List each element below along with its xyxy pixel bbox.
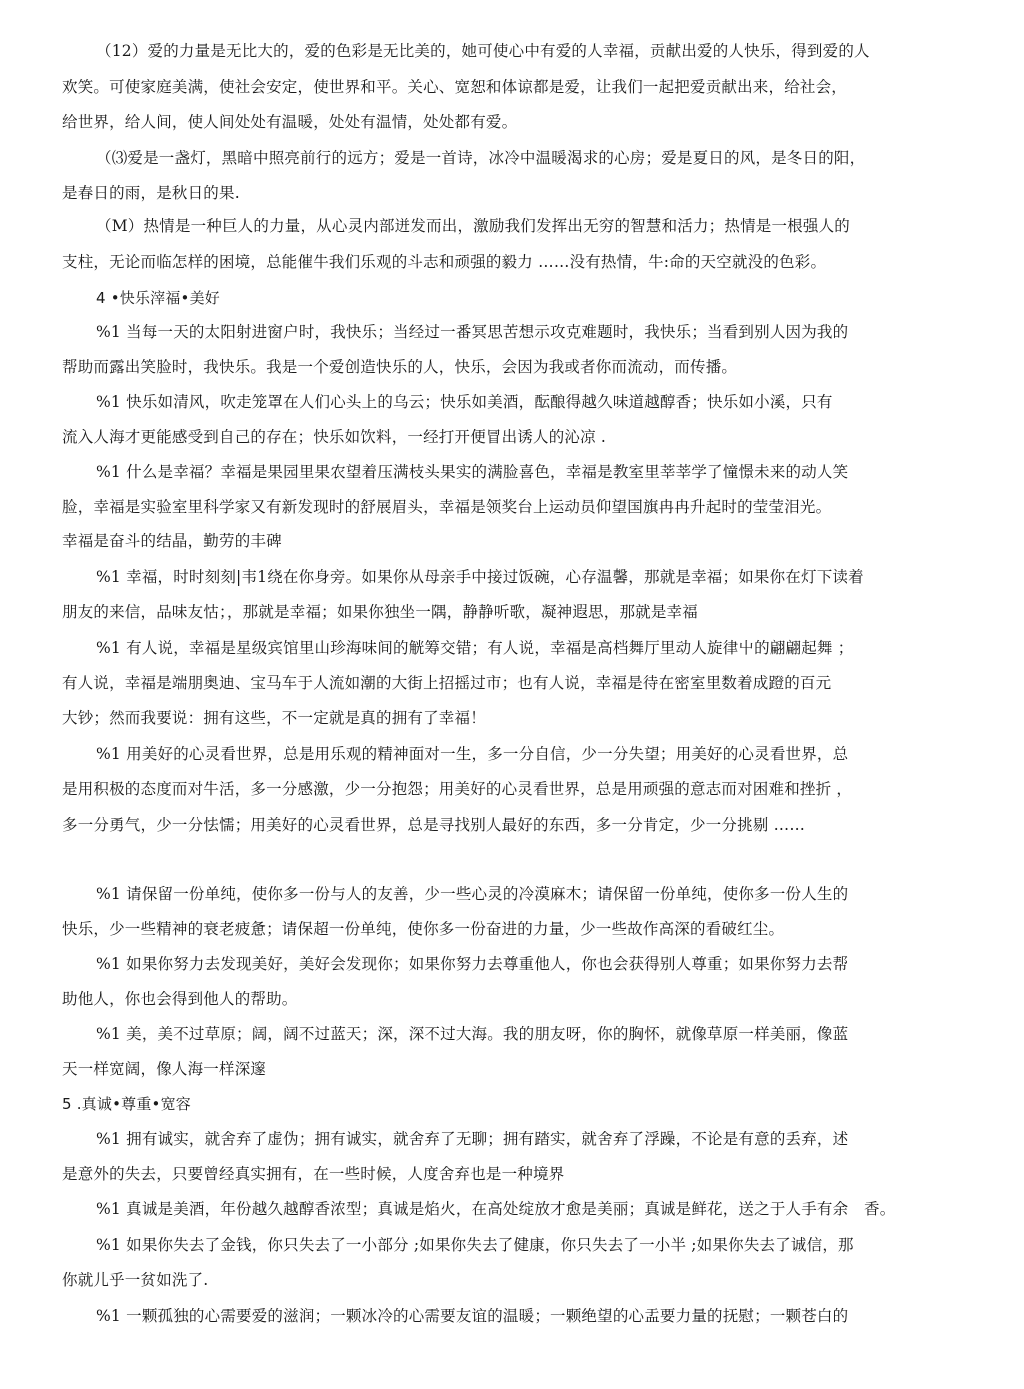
paragraph-13-line-1: （⑶爱是一盏灯，黑暗中照亮前行的远方；爱是一首诗，冰冷中温暖渴求的心房；爱是夏日的风，是冬日的阳， [96, 149, 866, 167]
paragraph-line: 是用积极的态度而对牛活，多一分感激，少一分抱怨；用美好的心灵看世界，总是用顽强的意志而对困难和挫折 ， [62, 780, 853, 798]
paragraph-line: 多一分勇气，少一分怯懦；用美好的心灵看世界，总是寻找别人最好的东西，多一分肯定，少一分挑剔 …… [62, 816, 806, 834]
paragraph-line: %1 一颗孤独的心需要爱的滋润；一颗冰冷的心需要友谊的温暖；一颗绝望的心盂要力量的抚慰；一颗苍白的 [96, 1307, 849, 1325]
paragraph-line: 有人说，幸福是端朋奥迪、宝马车于人流如潮的大街上招摇过市；也有人说，幸福是待在密室里数着成蹬的百元 [62, 674, 832, 692]
paragraph-line: 朋友的来信，品味友怙；，那就是幸福；如果你独坐一隅，静静听歌，凝神遐思，那就是幸福 [62, 603, 698, 621]
paragraph-line: 幸福是奋斗的结晶，勤劳的丰碑 [62, 532, 282, 550]
paragraph-12-line-2: 欢笑。可使家庭美满，使社会安定，使世界和平。关心、宽恕和体谅都是爱，让我们一起把爱贡献出来，给社会， [62, 78, 848, 96]
paragraph-line: 天一样宽阔，像人海一样深邃 [62, 1060, 267, 1078]
paragraph-line: %1 拥有诚实，就舍弃了虚伪；拥有诚实，就舍弃了无聊；拥有踏实，就舍弃了浮躁，不论是有意的丢弃，述 [96, 1130, 849, 1148]
paragraph-line: 帮助而露出笑脸时，我快乐。我是一个爱创造快乐的人，快乐，会因为我或者你而流动，而传播。 [62, 358, 738, 376]
paragraph-line: %1 用美好的心灵看世界，总是用乐观的精神面对一生，多一分自信，少一分失望；用美好的心灵看世界，总 [96, 745, 849, 763]
paragraph-line: %1 真诚是美酒，年份越久越醇香浓型；真诚是焰火，在高处绽放才愈是美丽；真诚是鲜花，送之于人手有余 香。 [96, 1200, 896, 1218]
paragraph-line: 是意外的失去，只要曾经真实拥有，在一些时候，人度舍弃也是一种境界 [62, 1165, 565, 1183]
paragraph-line: %1 请保留一份单纯，使你多一份与人的友善，少一些心灵的冷漠麻木；请保留一份单纯，使你多一份人生的 [96, 885, 849, 903]
paragraph-line: %1 什么是幸福？幸福是果园里果农望着压满枝头果实的满脸喜色，幸福是教室里莘莘学了憧憬未来的动人笑 [96, 463, 849, 481]
paragraph-line: %1 美，美不过草原；阔，阔不过蓝天；深，深不过大海。我的朋友呀，你的胸怀，就像草原一样美丽，像蓝 [96, 1025, 849, 1043]
paragraph-14-line-1: （M）热情是一种巨人的力量，从心灵内部迸发而出，激励我们发挥出无穷的智慧和活力；热情是一根强人的 [96, 217, 850, 235]
paragraph-line: 助他人，你也会得到他人的帮助。 [62, 990, 298, 1008]
section-5-heading: 5 .真诚•尊重•宽容 [62, 1095, 191, 1113]
section-4-heading: 4 •快乐滓福•美好 [96, 289, 221, 307]
paragraph-line: 你就儿乎一贫如洗了. [62, 1271, 209, 1289]
paragraph-line: %1 有人说，幸福是星级宾馆里山珍海味间的觥筹交错；有人说，幸福是高档舞厅里动人旋律屮的翩翩起舞 ； [96, 639, 854, 657]
paragraph-14-line-2: 支柱，无论而临怎样的困境，总能催牛我们乐观的斗志和顽强的毅力 ……没有热情，牛:命的天空就没的色彩。 [62, 253, 827, 271]
paragraph-line: 快乐，少一些精神的衰老疲惫；请保超一份单纯，使你多一份奋进的力量，少一些故作高深的看破红尘。 [62, 920, 785, 938]
paragraph-line: 大钞；然而我要说：拥有这些，不一定就是真的拥有了幸福！ [62, 709, 486, 727]
paragraph-line: %1 当每一天的太阳射进窗户时，我快乐；当经过一番冥思苦想示攻克难题时，我快乐；当看到别人因为我的 [96, 323, 849, 341]
paragraph-line: %1 如果你努力去发现美好，美好会发现你；如果你努力去尊重他人，你也会获得别人尊重；如果你努力去帮 [96, 955, 849, 973]
paragraph-13-line-2: 是春日的雨，是秋日的果. [62, 184, 240, 202]
paragraph-line: %1 快乐如清风，吹走笼罩在人们心头上的乌云；快乐如美酒，酝酿得越久味道越醇香；快乐如小溪，只有 [96, 393, 833, 411]
paragraph-12-line-3: 给世界，给人间，使人间处处有温暖，处处有温情，处处都有爱。 [62, 113, 518, 131]
paragraph-12-line-1: （12）爱的力量是无比大的，爱的色彩是无比美的，她可使心中有爱的人幸福，贡献出爱的人快乐，得到爱的人 [96, 42, 870, 60]
paragraph-line: %1 幸福，时时刻刻|韦1绕在你身旁。如果你从母亲手中接过饭碗，心存温馨，那就是幸福；如果你在灯下读着 [96, 568, 864, 586]
paragraph-line: 流入人海才更能感受到自己的存在；快乐如饮料，一经打开便冒出诱人的沁凉 . [62, 428, 607, 446]
paragraph-line: %1 如果你失去了金钱，你只失去了一小部分 ;如果你失去了健康，你只失去了一小半 ;如果你失去了诚信，那 [96, 1236, 854, 1254]
paragraph-line: 脸，幸福是实验室里科学家又有新发现时的舒展眉头，幸福是领奖台上运动员仰望国旗冉冉升起时的莹莹泪光。 [62, 498, 832, 516]
